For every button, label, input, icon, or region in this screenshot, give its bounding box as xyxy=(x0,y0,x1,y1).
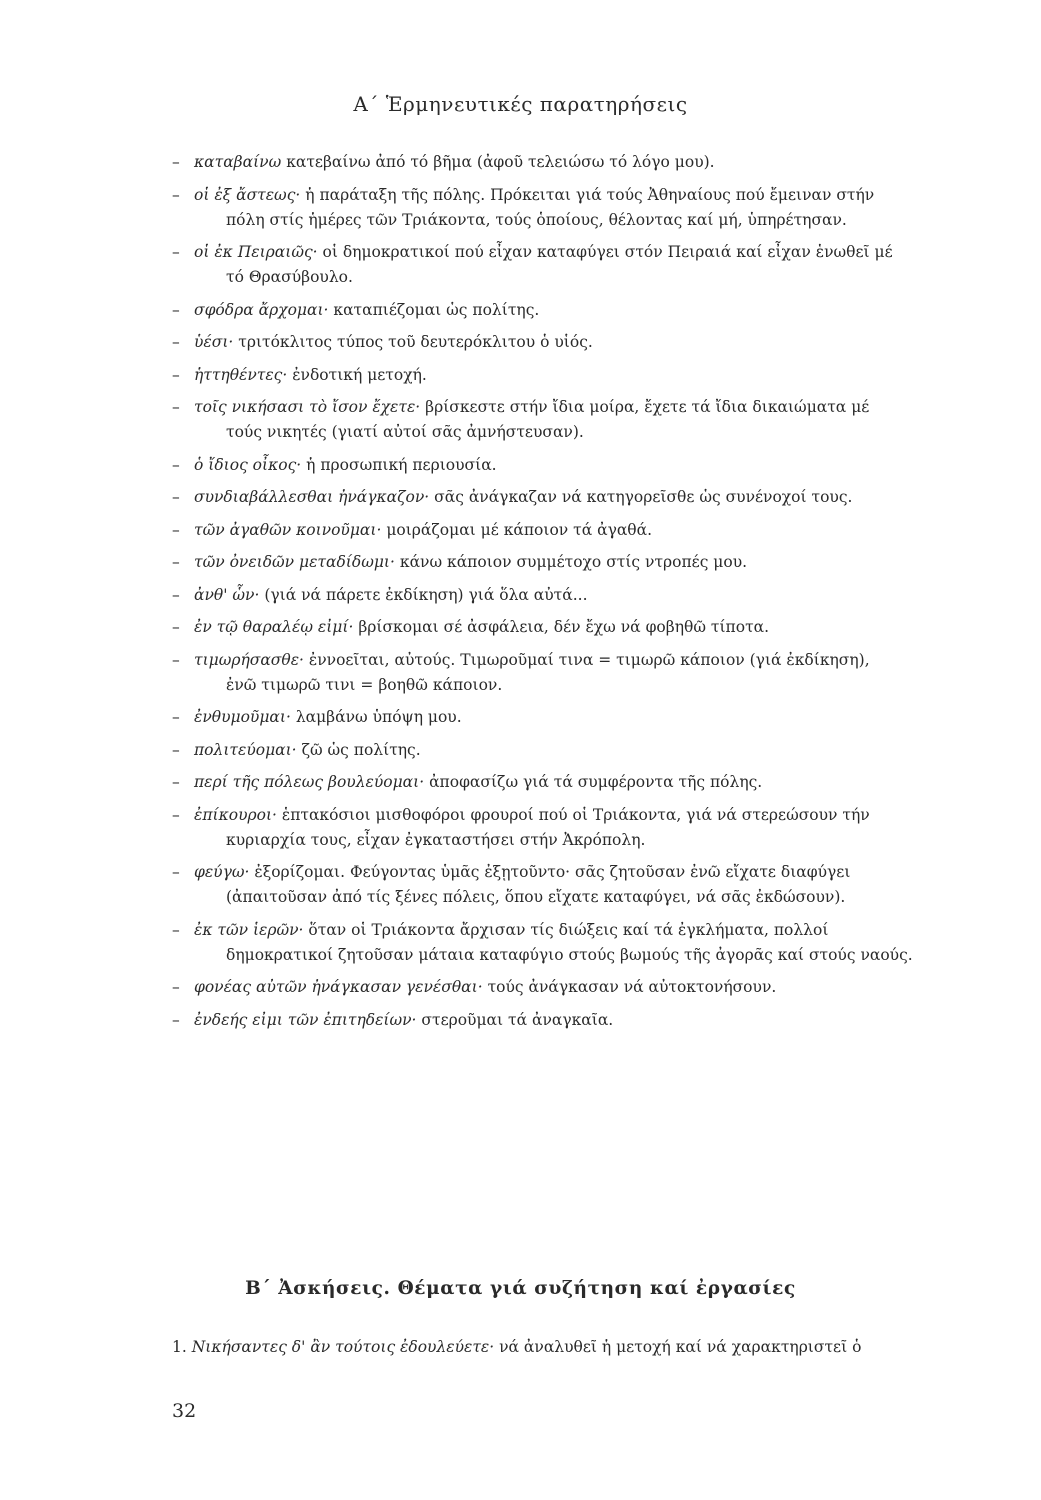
glossary-entry xyxy=(172,803,1022,853)
glossary-term: ἐκ τῶν ἱερῶν· xyxy=(194,920,304,939)
entry-dash: – xyxy=(172,185,180,204)
entry-dash: – xyxy=(172,488,180,506)
page-number: 32 xyxy=(172,1400,197,1422)
entry-dash: – xyxy=(172,978,180,996)
glossary-definition: μοιράζομαι μέ κάποιον τά ἀγαθά. xyxy=(386,520,653,539)
glossary-entry xyxy=(172,860,1022,910)
glossary-term: ἐπίκουροι· xyxy=(194,805,277,824)
entry-dash: – xyxy=(172,333,180,351)
entry-dash: – xyxy=(172,153,180,171)
glossary-entry xyxy=(172,485,1022,510)
glossary-term: τιμωρήσασθε· xyxy=(194,650,304,669)
entry-dash: – xyxy=(172,740,180,759)
entry-dash: – xyxy=(172,1010,180,1029)
glossary-entry xyxy=(172,363,1022,388)
entry-dash: – xyxy=(172,398,180,416)
glossary-definition: ἡ προσωπική περιουσία. xyxy=(306,455,497,474)
glossary-definition-continued: πόλη στίς ἡμέρες τῶν Τριάκοντα, τούς ὁποίους, θέλοντας καί μή, ὑπηρέτησαν. xyxy=(226,210,847,229)
glossary-list xyxy=(172,150,1022,1040)
glossary-term: ἀνθ' ὧν· xyxy=(194,585,260,604)
entry-dash: – xyxy=(172,585,180,604)
glossary-entry xyxy=(172,770,1022,795)
glossary-term: καταβαίνω xyxy=(194,153,282,171)
glossary-term: οἱ ἐκ Πειραιῶς· xyxy=(194,243,318,261)
glossary-entry xyxy=(172,183,1022,233)
entry-dash: – xyxy=(172,708,180,726)
entry-dash: – xyxy=(172,773,180,791)
glossary-definition: ἑπτακόσιοι μισθοφόροι φρουροί πού οἱ Τριάκοντα, γιά νά στερεώσουν τήν xyxy=(281,805,870,824)
glossary-term: ἐνθυμοῦμαι· xyxy=(194,708,291,726)
page-title: Α΄ Ἑρμηνευτικές παρατηρήσεις xyxy=(353,92,688,116)
glossary-entry xyxy=(172,705,1022,730)
glossary-term: τῶν ὀνειδῶν μεταδίδωμι· xyxy=(194,553,395,571)
exercise-number: 1. xyxy=(172,1338,187,1356)
glossary-definition: σᾶς ἀνάγκαζαν νά κατηγορεῖσθε ὡς συνένοχοί τους. xyxy=(434,488,853,506)
entry-dash: – xyxy=(172,920,180,939)
glossary-term: ὁ ἴδιος οἶκος· xyxy=(194,455,302,474)
glossary-definition: τριτόκλιτος τύπος τοῦ δευτερόκλιτου ὁ υἱός. xyxy=(238,333,593,351)
glossary-definition: κατεβαίνω ἀπό τό βῆμα (ἀφοῦ τελειώσω τό λόγο μου). xyxy=(286,153,715,171)
glossary-term: ἐνδεής εἰμι τῶν ἐπιτηδείων· xyxy=(194,1010,417,1029)
glossary-term: πολιτεύομαι· xyxy=(194,740,297,759)
glossary-entry xyxy=(172,150,1022,175)
glossary-entry xyxy=(172,240,1022,290)
exercise-item-1 xyxy=(172,1335,1022,1360)
glossary-term: οἱ ἐξ ἄστεως· xyxy=(194,185,301,204)
exercise-term: Νικήσαντες δ' ἂν τούτοις ἐδουλεύετε· xyxy=(191,1338,495,1356)
entry-dash: – xyxy=(172,243,180,261)
glossary-definition: καταπιέζομαι ὡς πολίτης. xyxy=(333,300,540,319)
glossary-definition: (γιά νά πάρετε ἐκδίκηση) γιά ὅλα αὐτά... xyxy=(264,585,588,604)
glossary-definition-continued: ἐνῶ τιμωρῶ τινι = βοηθῶ κάποιον. xyxy=(226,675,503,694)
glossary-term: ἡττηθέντες· xyxy=(194,365,288,384)
glossary-term: περί τῆς πόλεως βουλεύομαι· xyxy=(194,773,425,791)
glossary-entry xyxy=(172,298,1022,323)
glossary-entry xyxy=(172,1008,1022,1033)
entry-dash: – xyxy=(172,455,180,474)
glossary-term: συνδιαβάλλεσθαι ἠνάγκαζον· xyxy=(194,488,430,506)
glossary-term: τῶν ἀγαθῶν κοινοῦμαι· xyxy=(194,520,382,539)
entry-dash: – xyxy=(172,300,180,319)
glossary-definition: ἐννοεῖται, αὐτούς. Τιμωροῦμαί τινα = τιμωρῶ κάποιον (γιά ἐκδίκηση), xyxy=(308,650,870,669)
glossary-entry xyxy=(172,615,1022,640)
glossary-definition: βρίσκομαι σέ ἀσφάλεια, δέν ἔχω νά φοβηθῶ τίποτα. xyxy=(358,618,770,636)
glossary-definition-continued: τούς νικητές (γιατί αὐτοί σᾶς ἀμνήστευσαν). xyxy=(226,423,584,441)
entry-dash: – xyxy=(172,805,180,824)
glossary-entry xyxy=(172,330,1022,355)
glossary-entry xyxy=(172,518,1022,543)
entry-dash: – xyxy=(172,553,180,571)
glossary-entry xyxy=(172,453,1022,478)
glossary-definition: ἡ παράταξη τῆς πόλης. Πρόκειται γιά τούς Ἀθηναίους πού ἔμειναν στήν xyxy=(305,185,875,204)
entry-dash: – xyxy=(172,618,180,636)
glossary-entry xyxy=(172,550,1022,575)
glossary-entry xyxy=(172,648,1022,698)
glossary-term: ὑέσι· xyxy=(194,333,234,351)
entry-dash: – xyxy=(172,650,180,669)
glossary-definition: τούς ἀνάγκασαν νά αὐτοκτονήσουν. xyxy=(487,978,777,996)
exercise-text: νά ἀναλυθεῖ ἡ μετοχή καί νά χαρακτηριστεῖ ὁ xyxy=(499,1338,862,1356)
glossary-definition: κάνω κάποιον συμμέτοχο στίς ντροπές μου. xyxy=(399,553,748,571)
glossary-entry xyxy=(172,975,1022,1000)
glossary-definition: οἱ δημοκρατικοί πού εἶχαν καταφύγει στόν Πειραιά καί εἶχαν ἑνωθεῖ μέ xyxy=(322,243,893,261)
glossary-definition: ὅταν οἱ Τριάκοντα ἄρχισαν τίς διώξεις καί τά ἐγκλήματα, πολλοί xyxy=(308,920,829,939)
glossary-definition: ἀποφασίζω γιά τά συμφέροντα τῆς πόλης. xyxy=(429,773,763,791)
entry-dash: – xyxy=(172,863,180,881)
glossary-definition: στεροῦμαι τά ἀναγκαῖα. xyxy=(421,1010,614,1029)
glossary-definition: ἐξορίζομαι. Φεύγοντας ὑμᾶς ἐξῃτοῦντο· σᾶς ζητοῦσαν ἐνῶ εἴχατε διαφύγει xyxy=(254,863,851,881)
entry-dash: – xyxy=(172,365,180,384)
glossary-definition: ζῶ ὡς πολίτης. xyxy=(301,740,421,759)
glossary-definition-continued: τό Θρασύβουλο. xyxy=(226,268,353,286)
entry-dash: – xyxy=(172,520,180,539)
glossary-definition-continued: δημοκρατικοί ζητοῦσαν μάταια καταφύγιο στούς βωμούς τῆς ἀγορᾶς καί στούς ναούς. xyxy=(226,945,913,964)
glossary-definition-continued: (ἀπαιτοῦσαν ἀπό τίς ξένες πόλεις, ὅπου εἴχατε καταφύγει, νά σᾶς ἐκδώσουν). xyxy=(226,888,846,906)
glossary-term: σφόδρα ἄρχομαι· xyxy=(194,300,329,319)
glossary-term: φεύγω· xyxy=(194,863,250,881)
glossary-term: ἐν τῷ θαραλέῳ εἰμί· xyxy=(194,618,354,636)
glossary-entry xyxy=(172,395,1022,445)
exercises-title: Β΄ Ἀσκήσεις. Θέματα γιά συζήτηση καί ἐργασίες xyxy=(245,1278,796,1299)
glossary-term: φονέας αὐτῶν ἠνάγκασαν γενέσθαι· xyxy=(194,978,483,996)
glossary-entry xyxy=(172,738,1022,763)
glossary-definition: ἐνδοτική μετοχή. xyxy=(292,365,427,384)
glossary-term: τοῖς νικήσασι τὸ ἴσον ἔχετε· xyxy=(194,398,421,416)
glossary-definition: βρίσκεστε στήν ἴδια μοίρα, ἔχετε τά ἴδια δικαιώματα μέ xyxy=(425,398,870,416)
glossary-entry xyxy=(172,583,1022,608)
glossary-definition: λαμβάνω ὑπόψη μου. xyxy=(295,708,462,726)
glossary-definition-continued: κυριαρχία τους, εἶχαν ἐγκαταστήσει στήν Ἀκρόπολη. xyxy=(226,830,646,849)
glossary-entry xyxy=(172,918,1022,968)
